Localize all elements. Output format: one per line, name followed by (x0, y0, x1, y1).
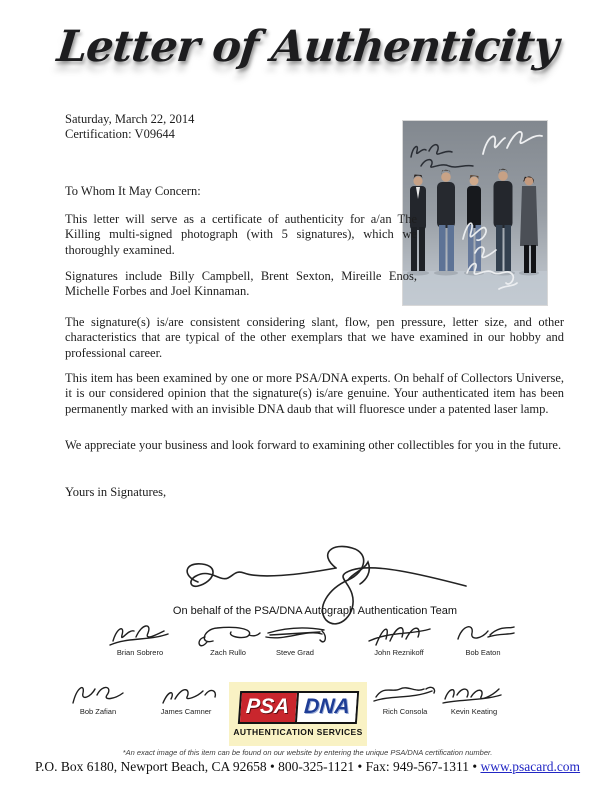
page-title: Letter of Authenticity (54, 22, 561, 72)
letter-date: Saturday, March 22, 2014 (65, 112, 195, 126)
paragraph-signatures-list: Signatures include Billy Campbell, Brent Sexton, Mireille Enos, Michelle Forbes and Joel Kinnaman. (65, 269, 417, 299)
signer-name: Bob Eaton (465, 648, 501, 657)
signer-name: Bob Zafian (79, 707, 117, 716)
bob-eaton-signature (438, 621, 528, 648)
psa-logo-text: PSA (240, 693, 297, 722)
psa-dna-logo-box (238, 691, 359, 724)
signer-name: James Camner (160, 707, 212, 716)
closing-line: Yours in Signatures, (65, 485, 167, 499)
signer-name: Zach Rullo (210, 648, 246, 657)
photo-floor (403, 271, 547, 305)
footer-address: P.O. Box 6180, Newport Beach, CA 92658 • 800-325-1121 • Fax: 949-567-1311 • (34, 759, 481, 774)
certification-footnote: *An exact image of this item can be found on our website by entering the unique PSA/DNA certification number. (122, 748, 493, 757)
paragraph-thanks: We appreciate your business and look forward to examining other collectibles for you in the future. (65, 438, 562, 452)
salutation: To Whom It May Concern: (65, 184, 201, 198)
paragraph-examined: This item has been examined by one or more PSA/DNA experts. On behalf of Collectors Universe, it is our considered opinion that the signature(s) is/are genuine. Your authenticated item has been permanently marked with an invisible DNA daub that will fluoresce under a patented laser lamp. (65, 371, 564, 416)
dna-logo-text: DNA (295, 693, 357, 722)
certification-number: Certification: V09644 (65, 127, 175, 141)
bob-zafian-signature (53, 681, 143, 707)
logo-subtitle: AUTHENTICATION SERVICES (233, 727, 363, 737)
signer-name: Brian Sobrero (116, 648, 164, 657)
footer-address-line (0, 759, 615, 775)
psacard-link[interactable]: www.psacard.com (480, 759, 581, 774)
photo-image (403, 121, 547, 305)
signer-steve-grad (240, 621, 350, 657)
team-caption: On behalf of the PSA/DNA Autograph Authentication Team (172, 605, 458, 617)
steve-grad-signature (250, 621, 340, 648)
signer-name: Kevin Keating (450, 707, 498, 716)
paragraph-consistency: The signature(s) is/are consistent considering slant, flow, pen pressure, letter size, and other characteristics that are typical of the other exemplars that we have examined in our hobby and professional career. (65, 315, 564, 360)
signer-name: Steve Grad (276, 648, 314, 657)
james-camner-signature (141, 681, 231, 707)
kevin-keating-signature (429, 681, 519, 707)
authenticated-photo (403, 121, 547, 305)
paragraph-certificate: This letter will serve as a certificate of authenticity for a/an The Killing multi-signed photograph (with 5 signatures), which we thoroughly examined. (65, 212, 417, 257)
signer-bob-eaton (428, 621, 538, 657)
date-block (65, 112, 194, 142)
signer-name: John Reznikoff (374, 648, 424, 657)
signer-name: Rich Consola (382, 707, 428, 716)
signer-kevin-keating (419, 681, 529, 716)
signer-james-camner (131, 681, 241, 716)
brian-sobrero-signature (95, 621, 185, 648)
psa-dna-logo (229, 682, 367, 746)
